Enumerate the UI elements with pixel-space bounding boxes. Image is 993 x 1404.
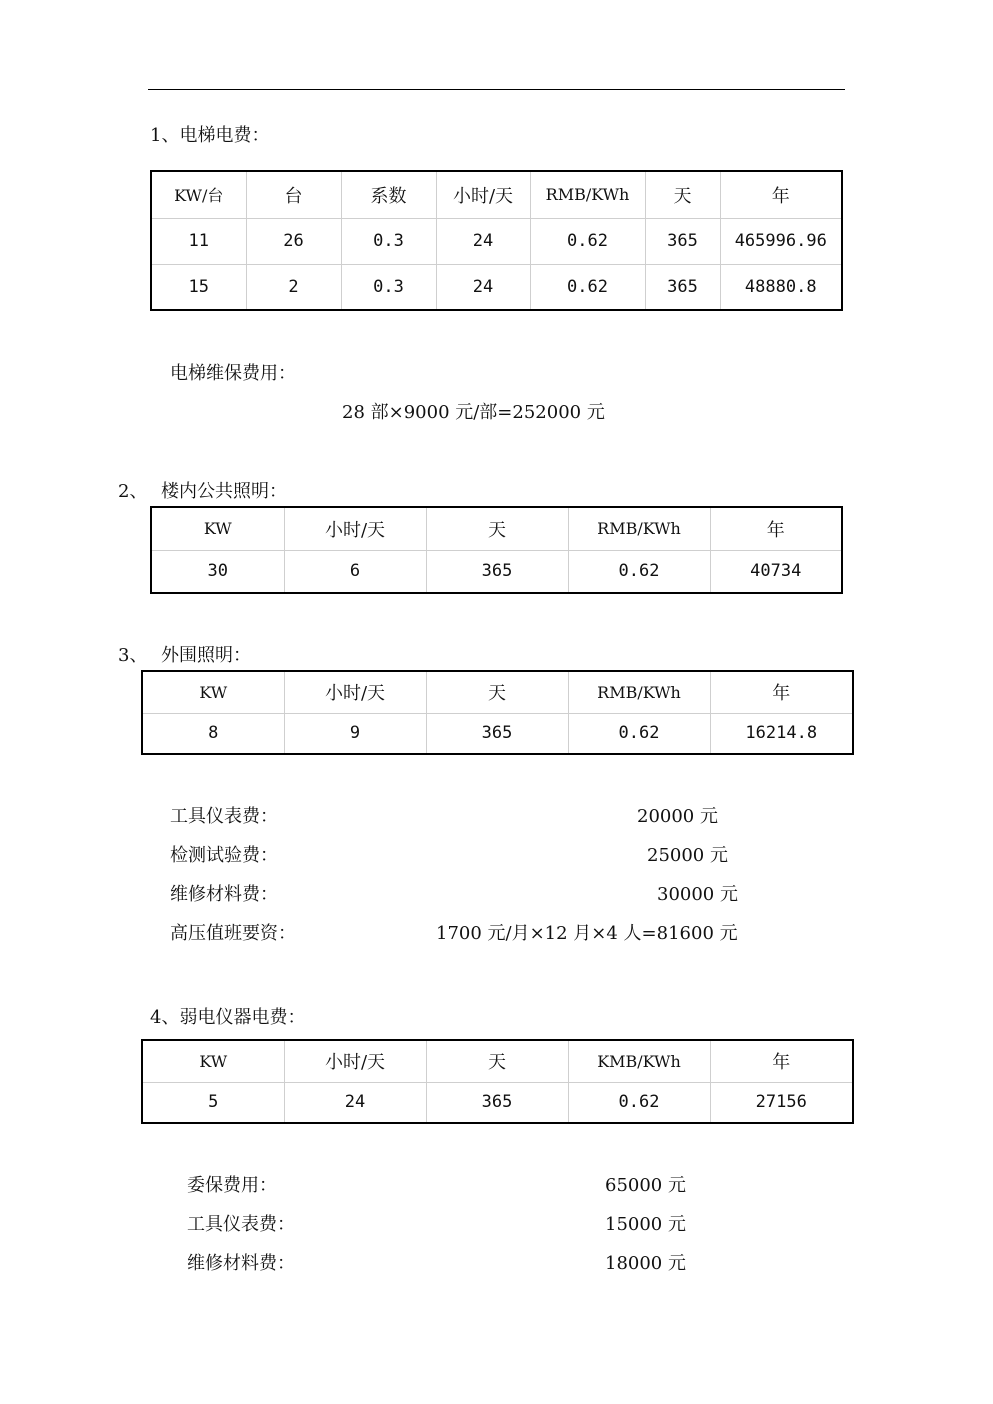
cell: 0.62: [568, 1082, 710, 1123]
header-cell: RMB/KWh: [530, 171, 645, 218]
cell: 2: [246, 264, 341, 310]
cell: 16214.8: [710, 713, 853, 754]
header-cell: 年: [710, 671, 853, 713]
table-row: [142, 1082, 853, 1123]
cost-value: 20000 元: [637, 806, 718, 827]
cell: 365: [426, 1082, 568, 1123]
cost-value: 18000 元: [605, 1253, 686, 1274]
cost-label: 委保费用：: [187, 1175, 277, 1196]
cost-value: 15000 元: [605, 1214, 686, 1235]
header-cell: 小时/天: [284, 671, 426, 713]
section-1-heading: 1、电梯电费：: [150, 125, 270, 146]
header-cell: 台: [246, 171, 341, 218]
cost-value: 30000 元: [657, 884, 738, 905]
cell: 0.62: [530, 218, 645, 264]
cost-label: 维修材料费：: [170, 884, 278, 905]
cell: 365: [645, 264, 720, 310]
header-cell: KW: [142, 671, 284, 713]
header-cell: 天: [645, 171, 720, 218]
cell: 24: [436, 264, 530, 310]
table-row: [142, 713, 853, 754]
section-2-heading: 楼内公共照明：: [161, 481, 287, 502]
table-header-row: [142, 1040, 853, 1082]
cost-label: 维修材料费：: [187, 1253, 295, 1274]
section-3-number: 3、: [118, 645, 148, 666]
cost-value: 25000 元: [647, 845, 728, 866]
header-cell: 天: [426, 507, 568, 550]
header-cell: KW: [151, 507, 284, 550]
header-cell: RMB/KWh: [568, 671, 710, 713]
cell: 24: [436, 218, 530, 264]
header-cell: 小时/天: [436, 171, 530, 218]
cell: 30: [151, 550, 284, 593]
header-cell: 系数: [341, 171, 436, 218]
table-row: [151, 264, 842, 310]
cost-label: 检测试验费：: [170, 845, 278, 866]
cell: 0.3: [341, 264, 436, 310]
header-cell: KW/台: [151, 171, 246, 218]
cell: 365: [426, 550, 568, 593]
cell: 0.62: [568, 550, 710, 593]
section-3-heading: 外围照明：: [161, 645, 251, 666]
cell: 15: [151, 264, 246, 310]
cell: 0.3: [341, 218, 436, 264]
weak-current-table: [141, 1039, 854, 1124]
cost-value: 65000 元: [605, 1175, 686, 1196]
cell: 0.62: [568, 713, 710, 754]
cell: 465996.96: [720, 218, 842, 264]
outdoor-lighting-table: [141, 670, 854, 755]
cell: 40734: [710, 550, 842, 593]
cost-label: 高压值班要资：: [170, 923, 296, 944]
header-cell: RMB/KWh: [568, 507, 710, 550]
header-rule: [148, 89, 845, 90]
header-cell: 小时/天: [284, 1040, 426, 1082]
cost-label: 工具仪表费：: [170, 806, 278, 827]
header-cell: 小时/天: [284, 507, 426, 550]
cell: 365: [426, 713, 568, 754]
elevator-maintenance-formula: 28 部×9000 元/部=252000 元: [342, 402, 605, 423]
cell: 8: [142, 713, 284, 754]
header-cell: 天: [426, 671, 568, 713]
header-cell: KMB/KWh: [568, 1040, 710, 1082]
header-cell: 天: [426, 1040, 568, 1082]
cost-value: 1700 元/月×12 月×4 人=81600 元: [436, 923, 738, 944]
cell: 5: [142, 1082, 284, 1123]
cell: 6: [284, 550, 426, 593]
cell: 27156: [710, 1082, 853, 1123]
table-row: [151, 550, 842, 593]
indoor-lighting-table: [150, 506, 843, 594]
table-header-row: [151, 507, 842, 550]
cell: 365: [645, 218, 720, 264]
header-cell: 年: [710, 507, 842, 550]
cell: 9: [284, 713, 426, 754]
cost-label: 工具仪表费：: [187, 1214, 295, 1235]
cell: 11: [151, 218, 246, 264]
table-header-row: [151, 171, 842, 218]
header-cell: KW: [142, 1040, 284, 1082]
cell: 26: [246, 218, 341, 264]
cell: 48880.8: [720, 264, 842, 310]
table-row: [151, 218, 842, 264]
elevator-maintenance-label: 电梯维保费用：: [170, 363, 296, 384]
header-cell: 年: [710, 1040, 853, 1082]
elevator-power-table: [150, 170, 843, 311]
cell: 24: [284, 1082, 426, 1123]
header-cell: 年: [720, 171, 842, 218]
cell: 0.62: [530, 264, 645, 310]
table-header-row: [142, 671, 853, 713]
section-4-heading: 4、弱电仪器电费：: [150, 1007, 306, 1028]
section-2-number: 2、: [118, 481, 148, 502]
